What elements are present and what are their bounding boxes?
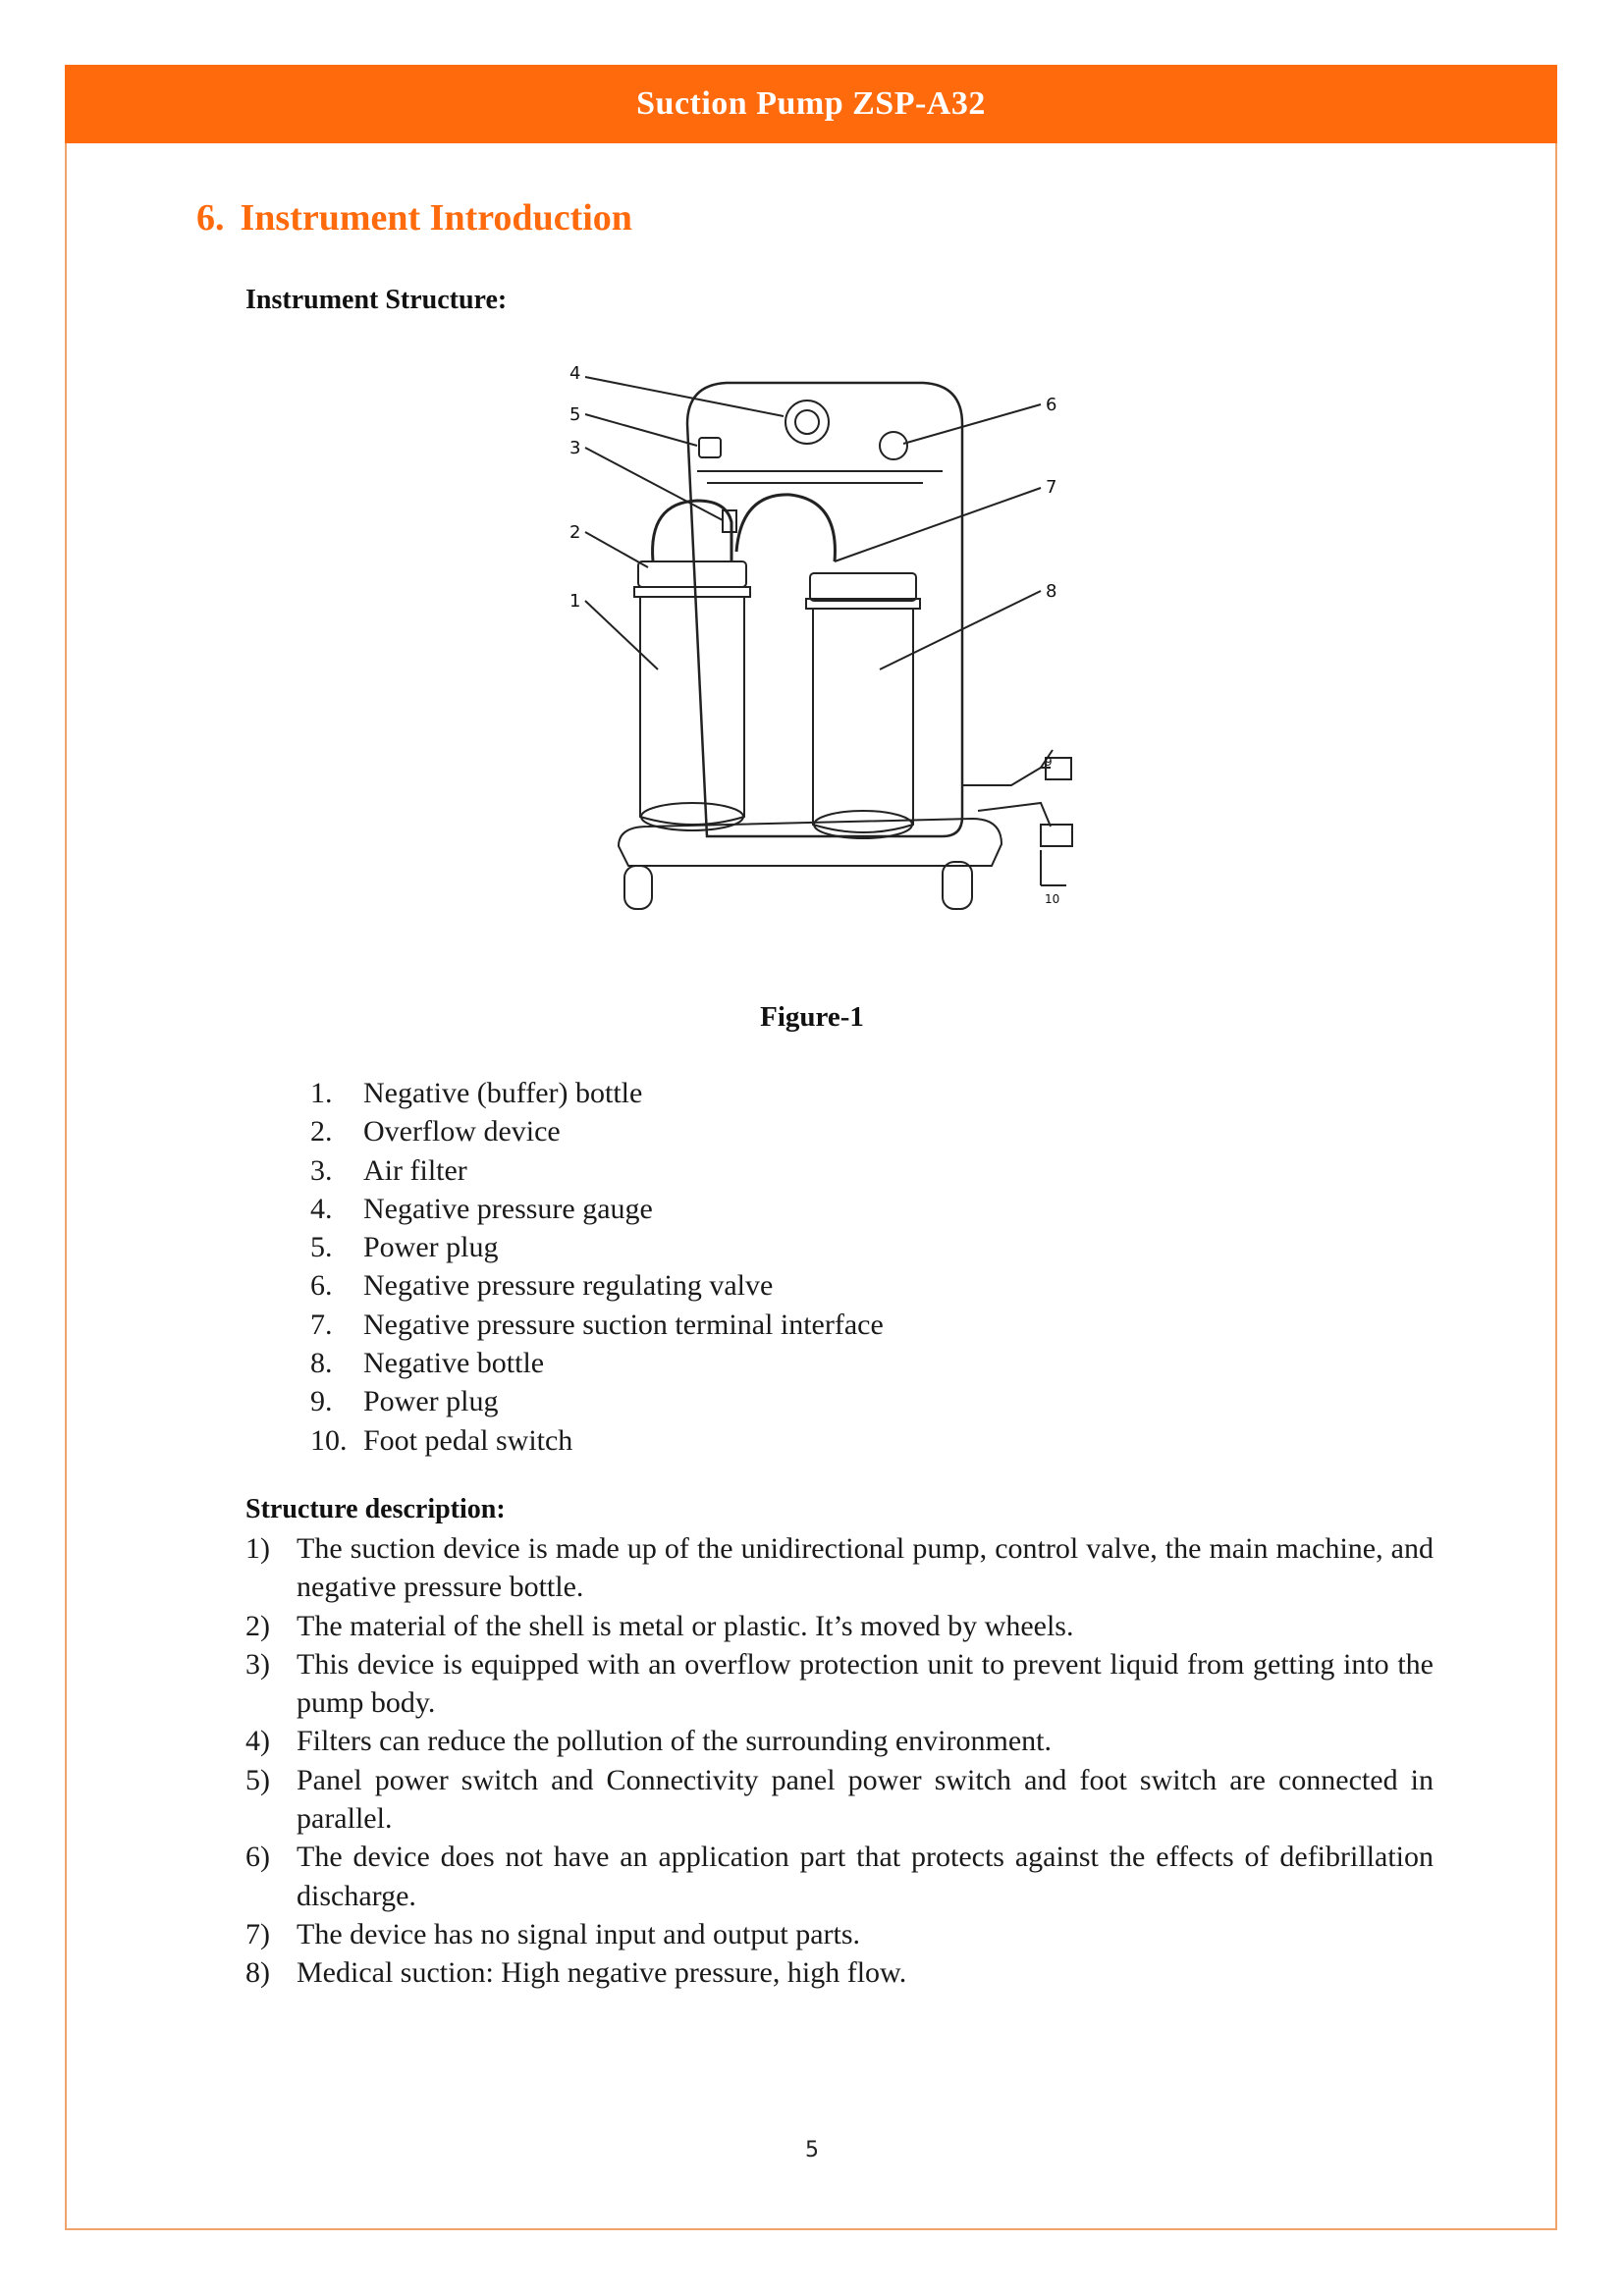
regulating-valve	[880, 432, 907, 459]
callout-9: 9	[1045, 755, 1053, 769]
section-number: 6.	[196, 197, 225, 239]
callout-8: 8	[1046, 581, 1057, 602]
list-item: 4) Filters can reduce the pollution of the surrounding environment.	[245, 1725, 1052, 1758]
list-item: 6. Negative pressure regulating valve	[310, 1269, 774, 1303]
document-title: Suction Pump ZSP-A32	[636, 85, 986, 122]
structure-description-heading: Structure description:	[245, 1494, 506, 1524]
list-item: 4. Negative pressure gauge	[310, 1192, 653, 1225]
power-cable	[962, 768, 1051, 785]
list-item: 8. Negative bottle	[310, 1347, 545, 1380]
list-item: 7) The device has no signal input and output parts.	[245, 1917, 861, 1950]
callout-7: 7	[1046, 477, 1057, 498]
callout-10: 10	[1045, 892, 1060, 906]
parts-list	[310, 1074, 884, 1460]
page-number: 5	[805, 2138, 819, 2163]
list-item: 2) The material of the shell is metal or plastic. It’s moved by wheels.	[245, 1609, 1074, 1642]
figure-caption: Figure-1	[760, 1001, 864, 1033]
pressure-gauge	[785, 400, 829, 444]
cart-base	[619, 819, 1001, 866]
section-heading: Instrument Introduction	[240, 197, 632, 239]
list-item: 8) Medical suction: High negative pressure, high flow.	[245, 1956, 907, 1990]
left-wheel	[624, 866, 652, 909]
list-item: 5) Panel power switch and Connectivity panel power switch and foot switch are connected in parallel.	[245, 1763, 1434, 1836]
left-bottle-cap	[638, 561, 746, 587]
list-item: 3. Air filter	[310, 1153, 467, 1187]
list-item: 6) The device does not have an application part that protects against the effects of defibrillation discharge.	[245, 1841, 1434, 1912]
callout-4: 4	[569, 363, 581, 384]
right-bottle-cap	[810, 573, 916, 601]
list-item: 2. Overflow device	[310, 1115, 561, 1148]
callout-3: 3	[569, 438, 581, 458]
callout-6: 6	[1046, 395, 1057, 415]
callout-5: 5	[569, 404, 581, 425]
instrument-figure	[550, 355, 1080, 964]
right-wheel	[943, 862, 972, 909]
callout-2: 2	[569, 522, 581, 543]
list-item: 3) This device is equipped with an overflow protection unit to prevent liquid from getting into the pump body.	[245, 1647, 1434, 1720]
list-item: 7. Negative pressure suction terminal interface	[310, 1308, 884, 1341]
power-switch	[699, 438, 721, 457]
list-item: 1. Negative (buffer) bottle	[310, 1077, 643, 1109]
list-item: 9. Power plug	[310, 1385, 499, 1418]
foot-pedal	[1041, 825, 1072, 846]
left-bottle	[640, 597, 744, 825]
list-item: 10. Foot pedal switch	[310, 1423, 573, 1457]
description-list	[245, 1529, 1434, 1993]
list-item: 5. Power plug	[310, 1231, 499, 1264]
header-bar	[65, 65, 1557, 143]
instrument-structure-heading: Instrument Structure:	[245, 285, 508, 315]
right-bottle	[813, 609, 913, 832]
section-title	[196, 192, 632, 243]
callout-1: 1	[569, 591, 581, 612]
list-item: 1) The suction device is made up of the unidirectional pump, control valve, the main machine, and negative pressure bottle.	[245, 1532, 1434, 1604]
